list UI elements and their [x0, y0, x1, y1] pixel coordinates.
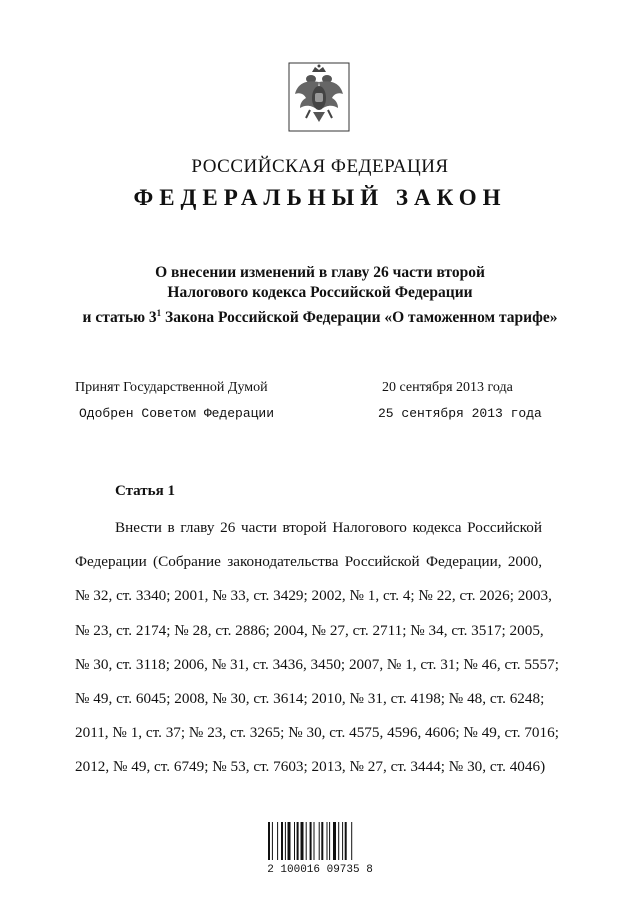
law-type-heading: ФЕДЕРАЛЬНЫЙ ЗАКОН: [133, 185, 507, 210]
duma-adoption-label: Принят Государственной Думой: [75, 380, 268, 395]
country-name: РОССИЙСКАЯ ФЕДЕРАЦИЯ: [191, 156, 449, 177]
article-line: № 30, ст. 3118; 2006, № 31, ст. 3436, 3450; 2007, № 1, ст. 31; № 46, ст. 5557;: [75, 655, 559, 673]
law-title-line-3-start: и статью 3: [82, 309, 157, 327]
article-superscript: 1: [156, 308, 162, 318]
barcode-number: 2 100016 09735 8: [267, 864, 373, 876]
barcode-icon: [264, 816, 376, 866]
article-line: № 23, ст. 2174; № 28, ст. 2886; 2004, № 27, ст. 2711; № 34, ст. 3517; 2005,: [75, 621, 544, 639]
article-line: № 32, ст. 3340; 2001, № 33, ст. 3429; 2002, № 1, ст. 4; № 22, ст. 2026; 2003,: [75, 587, 552, 605]
article-line: 2012, № 49, ст. 6749; № 53, ст. 7603; 2013, № 27, ст. 3444; № 30, ст. 4046): [75, 758, 546, 776]
article-line: 2011, № 1, ст. 37; № 23, ст. 3265; № 30, ст. 4575, 4596, 4606; № 49, ст. 7016;: [75, 724, 559, 742]
law-title-line-1: О внесении изменений в главу 26 части второй: [155, 264, 485, 281]
coat-of-arms-icon: [288, 62, 350, 132]
law-title-line-3-end: Закона Российской Федерации «О таможенном тарифе»: [161, 309, 558, 327]
law-title-line-2: Налогового кодекса Российской Федерации: [167, 284, 473, 301]
article-heading: Статья 1: [115, 483, 175, 499]
article-line: № 49, ст. 6045; 2008, № 30, ст. 3614; 2010, № 31, ст. 4198; № 48, ст. 6248;: [75, 690, 545, 708]
law-title-line-3: [60, 303, 580, 328]
law-title: [60, 263, 580, 328]
duma-adoption-date: 20 сентября 2013 года: [382, 380, 513, 395]
article-body: [75, 511, 559, 785]
article-line: Внести в главу 26 части второй Налогового кодекса Российской: [115, 519, 542, 536]
council-approval-date: 25 сентября 2013 года: [378, 406, 542, 421]
council-approval-label: Одобрен Советом Федерации: [79, 406, 275, 421]
article-line: Федерации (Собрание законодательства Российской Федерации, 2000,: [75, 553, 542, 571]
